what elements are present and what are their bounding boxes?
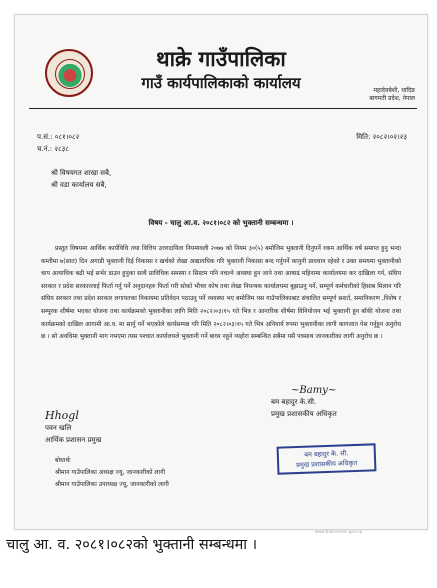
left-signer-name: पवन खलि xyxy=(45,424,72,432)
cc-item-1: श्रीमान गाउँपालिका अध्यक्ष ज्यू, जानकारीको लागी xyxy=(55,469,166,476)
cc-block xyxy=(55,455,169,491)
body-paragraph: प्रस्तुत विषयमा आर्थिक कार्यविधि तथा वित्तिय उत्तरदायित्व नियमावली २०७७ को नियम ३०(५) बमोजिम भुक्तानी दिनुपर्ने रकम आर्थिक वर्ष समाप्त हुनु भन्दा कम्तीमा ७(सात) दिन अगाडी भुक्तानी दिई निकासा र खर्चको लेखा आद्यावधिक गरि भुक्तानी निकासा बन्द गर्नुपर्ने कानुनी प्रावधान रहेको र उक्त समयमा भुक्तानीको चाप अत्याधिक बढी भई सर्भर डाउन हुनुका साथै प्राविधिक समस्या र सिस्टम पनि नचल्ने अवस्था हुन जाने तथा आषाढ महिनामा कार्यालयमा कर दाखिला गर्न, संघिय सरकार र प्रदेश सरकारलाई फिर्ता गर्नु पर्ने अनुदानहरु फिर्ता गरी सोको भौचर कोष तथा लेखा नियन्त्रक कार्यालयमा बुझाउनु पर्ने, सम्पूर्ण कर्मचारीको हिसाब मिलान गरि संघिय सरकार तथा प्रदेश सरकार लगायतका निकायमा प्रतिवेदन पठाउनु पर्ने व्यवस्था भए बमोजिम यस गाउँपालिकाबाट संचालित सम्पूर्ण सशर्त, समानिकरण ,विशेष र सम्पूरक शीर्षमा भएका योजना तथा कार्यक्रमको भुक्तानीका लागि मिति २०८२।०३।१५ गते भित्र र आन्तरिक शीर्षमा विनियोजन भई भुक्तानी हुन बाँकी योजना तथा कार्यक्रमको दाखिल आगामी आ.व. मा सार्नु पर्ने भएकोले कार्यसम्पन्न गरि मिति २०८२।०३।१५ गते भित्र अनिवार्य रुपमा भुक्तानीका लागी कागजात पेस गर्नुहुन अनुरोध छ । सो अवधिमा भुक्तानी माग नभएमा त्यस पश्चात कार्यालयले भुक्तानी गर्ने बाध्य नहुने व्यहोरा सम्बन्धित सबैमा यसै पत्रसाथ जानकारीका लागी अनुरोध छ । xyxy=(41,245,401,341)
right-signer-name: बम बहादुर के.सी. xyxy=(271,398,317,406)
address-line-2: बागमती प्रदेश, नेपाल xyxy=(369,95,415,102)
website-footer: www.thakremun.gov.np xyxy=(315,529,363,534)
right-signature-block xyxy=(271,385,337,420)
recipient-1: श्री विषयगत शाखा सबै, xyxy=(51,169,112,177)
left-signature-block xyxy=(45,409,101,446)
office-subtitle: गाउँ कार्यपालिकाको कार्यालय xyxy=(141,74,301,92)
letter-page xyxy=(14,14,428,534)
left-signature: Hhogl xyxy=(45,409,79,422)
ps-number: प.सं.: ०८१।०८२ xyxy=(37,133,80,141)
right-signer-title: प्रमुख प्रशासकीय अधिकृत xyxy=(271,410,337,418)
office-address xyxy=(369,87,415,103)
municipality-title: थाक्रे गाउँपालिका xyxy=(156,47,286,71)
recipient-2: श्री वडा कार्यालय सबै, xyxy=(51,181,107,189)
cc-label: बोधार्थः xyxy=(55,457,71,464)
cc-item-2: श्रीमान गाउँपालिका उपाध्यक्ष ज्यू, जानकारीको लागी xyxy=(55,481,169,488)
reference-numbers xyxy=(37,131,79,155)
letter-subject: विषय - चालु आ.व. २०८१।०८२ को भुक्तानी सम्बन्धमा । xyxy=(148,219,294,227)
right-signature: ~Bamy~ xyxy=(291,385,337,396)
official-stamp xyxy=(277,443,377,474)
letter-body xyxy=(41,243,401,344)
stamp-line-2: प्रमुख प्रशासकीय अधिकृत xyxy=(296,458,358,470)
cn-number: च.नं.: २८३८ xyxy=(37,145,69,153)
header-divider xyxy=(29,108,417,109)
address-line-1: महादेवबेशी, धादिङ xyxy=(373,87,415,94)
letter-date: मिति: २०८२।०२।२३ xyxy=(356,133,407,141)
left-signer-title: आर्थिक प्रशासन प्रमुख xyxy=(45,436,102,444)
stamp-line-1: बम बहादुर के. सी. xyxy=(304,449,349,459)
recipients xyxy=(51,167,111,191)
caption-text: चालु आ. व. २०८१।०८२को भुक्तानी सम्बन्धमा । xyxy=(6,537,258,553)
